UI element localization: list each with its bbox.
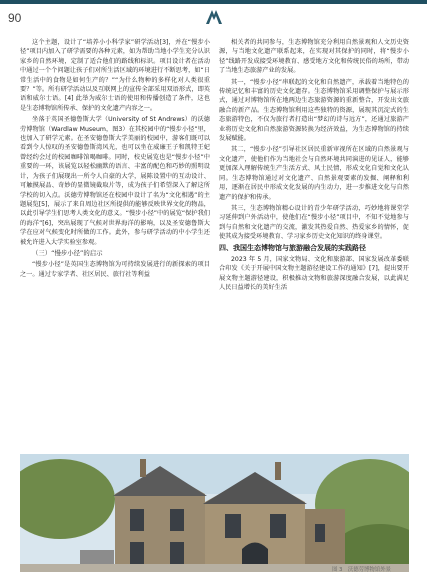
paragraph: 坐落于英国圣德鲁斯大学（University of St Andrews）的沃德劳博物馆（Wardlaw Museum，图3）在其校园中的“慢步小径”里，也加入了研学元素。在圣安德鲁斯大学美丽的校园中，游客们既可以看到令人惊叹的圣安德鲁斯湾风光，也可以坐在威廉王子和凯特王妃曾经约会过的校园咖啡馆喝咖啡。同时，校史展览也是“慢步小径”中重要的一环，该展览以轻松幽默的语言、丰富的配色和巧妙的照明设计，为孩子们展现出一所令人自豪的大学，展陈设置中的互动设计、可触摸展品、奇妙的显微镜截取片等，成为孩子们希望深入了解这所学校的切入点。沃德劳博物馆还在校园中设计了名为“文化相遇”的主题展览[5]，展示了来自周边社区所提供的能够反映世界文化的物品，以此引导学生们思考人类文化的意义。“慢步小径”中的展览“保护我们的海洋”[6]，突出展现了气候对世界海洋的影响，以及圣安德鲁斯大学在应对气候变化时所做的工作。此外，参与研学活动的中小学生还被允许进入大学实验室参观。	[20, 116, 210, 246]
museum-photo	[20, 454, 409, 572]
paragraph: 其一，“慢步小径”串联起的文化和自然遗产，承载着当地特色的传统记忆和丰富的历史文化遗存。生态博物馆采用调整保护与展示形式，通过对博物馆所在地两边生态旅游资源的重新整合，开发出文旅融合的新产品。生态博物馆利用这些独特的资源，展现其沉淀式的生态旅游特色，不仅为旅行者打造出“梦幻的诗与远方”，还通过旅游产业将历史文化和自然旅游资源转换为经济效益，为生态博物馆的持续发展赋能。	[219, 78, 409, 143]
paragraph: 其三，生态博物馆精心设计的青少年研学活动，巧妙地将课堂学习延伸到户外活动中，使他们在“慢步小径”项目中，不知不觉地参与到与自然和文化遗产的交流，激发其热爱自然、热爱家乡的情怀，促使其成为接受环境教育、学习家乡历史文化知识的终身课堂。	[219, 204, 409, 241]
journal-logo	[204, 8, 224, 26]
section-title: 四、我国生态博物馆与旅游融合发展的实践路径	[219, 243, 366, 252]
paragraph: “慢步小径”是英国生态博物馆为可持续发展进行的新探索的项目之一。通过专家学者、社区居民、旅行社等利益	[20, 261, 210, 278]
page-number: 90	[8, 11, 22, 25]
paragraph: 相关者的共同参与，生态博物馆充分利用自然景观和人文历史资源，与当地文化遗产联系起来，在实现对其保护的同时，将“慢步小径”线路开发成接受环境教育、感受地方文化和传统民俗的场所，带动了当地生态旅游产业的发展。	[219, 39, 409, 75]
logo-mark	[204, 8, 224, 26]
museum-building-illustration	[20, 454, 409, 572]
top-bar	[0, 0, 427, 4]
left-column	[20, 38, 210, 281]
subheading: （三）“慢步小径”的启示	[32, 248, 103, 257]
paragraph: 这个主题，设计了“培养小小科学家”研学活动[3]，并在“慢步小径”项目内加入了研学需要的各种元素，如为帮助当地小学生充分认识家乡的自然环境，定制了适合他们的路线和标识。项目设计者在活动中通过一个个问题让孩子们对所生活区域的环境进行不断思考，如“日常生活中的食物是如何生产的？”“为什么物种的多样化对人类很重要？”等。所有研学活动以及互联网上的宣传全部采用双语形式，即英语和威尔士语。[4] 此举为威尔士语的使用和传播创造了条件，这也是生态博物馆所传承、保护的文化遗产内容之一。	[20, 39, 210, 112]
figure-caption: 图 3 沃德劳博物馆外景	[331, 567, 391, 573]
paragraph: 其二，“慢步小径”引导社区居民重新审视所在区域的自然景观与文化遗产，使他们作为当地社会与自然环境共同演进的见证人，能够更加深入理解传统生产生活方式、风土民情，形成文化自觉和文化认同。生态博物馆通过对文化遗产、自然景观要素的发掘、阐释和利用，逐渐在居民中形成文化发展的内生动力，进一步推进文化与自然遗产的保护和传承。	[219, 146, 409, 201]
paragraph: 2023 年 5 月，国家文物局、文化和旅游部、国家发展改革委联合印发《关于开展中国文物主题游径建设工作的通知》[7]，提出要开展文物主题游径建设，积极推动文物和旅游深度融合发展，以此满足人民日益增长的美好生活	[219, 255, 409, 292]
right-column	[219, 38, 409, 295]
